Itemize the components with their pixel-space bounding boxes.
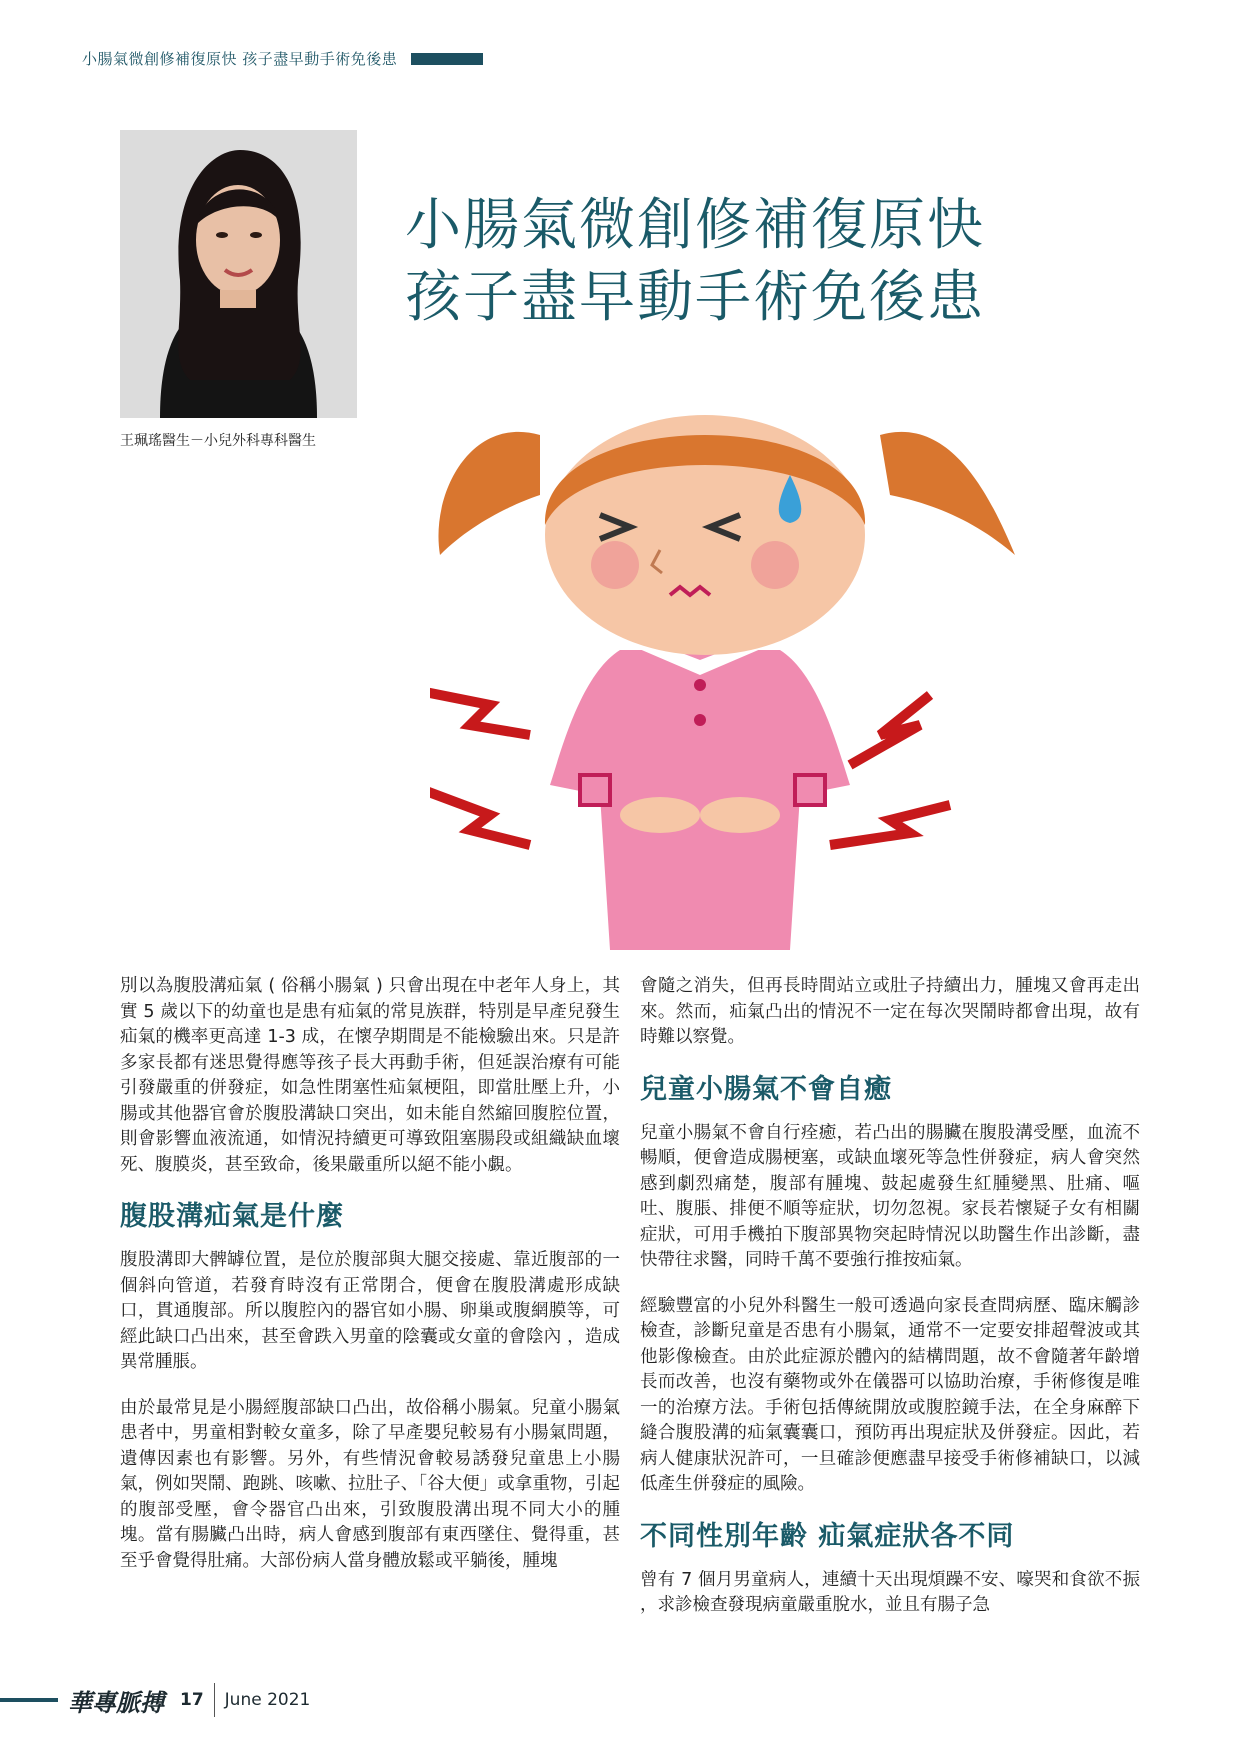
page-footer	[0, 1680, 400, 1720]
complications-paragraph: 兒童小腸氣不會自行痊癒，若凸出的腸臟在腹股溝受壓，血流不暢順，便會造成腸梗塞，或缺血壞死等急性併發症，病人會突然感到劇烈痛楚，腹部有腫塊、鼓起處發生紅腫變黑、肚痛、嘔吐、腹脹、排便不順等症狀，切勿忽視。家長若懷疑子女有相關症狀，可用手機拍下腹部異物突起時情況以助醫生作出診斷，盡快帶往求醫，同時千萬不要強行推按疝氣。	[640, 1122, 1140, 1270]
article-title	[405, 190, 985, 334]
pain-bolt-icon	[850, 695, 930, 765]
photo-caption: 王珮瑤醫生－小兒外科專科醫生	[120, 433, 316, 449]
right-pigtail-icon	[880, 432, 1015, 555]
title-line-2: 孩子盡早動手術免後患	[405, 265, 985, 330]
footer-divider	[214, 1683, 215, 1717]
magazine-logo: 華專脈搏	[68, 1687, 164, 1717]
right-column	[640, 974, 1140, 1639]
running-head	[82, 48, 483, 69]
section-heading-what-is-hernia: 腹股溝疝氣是什麼	[120, 1201, 344, 1232]
footer-line	[0, 1698, 58, 1702]
title-line-1: 小腸氣微創修補復原快	[405, 193, 985, 258]
cause-paragraph: 由於最常見是小腸經腹部缺口凸出，故俗稱小腸氣。兒童小腸氣患者中，男童相對較女童多，除了早產嬰兒較易有小腸氣問題，遺傳因素也有影響。另外，有些情況會較易誘發兒童患上小腸氣，例如哭鬧、跑跳、咳嗽、拉肚子、「谷大便」或拿重物，引起的腹部受壓，會令器官凸出來，引致腹股溝出現不同大小的腫塊。當有腸臟凸出時，病人會感到腹部有東西墜住、覺得重，甚至乎會覺得肚痛。大部份病人當身體放鬆或平躺後，腫塊	[120, 1397, 620, 1571]
case-paragraph: 曾有 7 個月男童病人，連續十天出現煩躁不安、嚎哭和食欲不振 ，求診檢查發現病童嚴重脫水，並且有腸子急	[640, 1569, 1140, 1615]
doctor-photo	[120, 130, 357, 418]
running-head-bar	[411, 53, 483, 65]
intro-paragraph: 別以為腹股溝疝氣 ( 俗稱小腸氣 ) 只會出現在中老年人身上，其實 5 歲以下的幼童也是患有疝氣的常見族群，特別是早產兒發生疝氣的機率更高達 1-3 成，在懷孕期間是不能檢驗出來。只是許多家長都有迷思覺得應等孩子長大再動手術，但延誤治療有可能引發嚴重的併發症，如急性閉塞性疝氣梗阻，即當肚壓上升，小腸或其他器官會於腹股溝缺口突出，如未能自然縮回腹腔位置，則會影響血液流通，如情況持續更可導致阻塞腸段或組織缺血壞死、腹膜炎，甚至致命，後果嚴重所以絕不能小覷。	[120, 976, 620, 1175]
girl-stomachache-illustration	[430, 375, 1050, 950]
left-column	[120, 974, 620, 1594]
definition-paragraph: 腹股溝即大髀罅位置，是位於腹部與大腿交接處、靠近腹部的一個斜向管道，若發育時沒有正常閉合，便會在腹股溝處形成缺口，貫通腹部。所以腹腔內的器官如小腸、卵巢或腹網膜等，可經此缺口凸出來，甚至會跌入男童的陰囊或女童的會陰內 ，造成異常腫脹。	[120, 1250, 620, 1372]
pain-bolt-icon	[430, 785, 530, 845]
doctor-portrait-icon	[120, 130, 357, 418]
treatment-paragraph: 經驗豐富的小兒外科醫生一般可透過向家長查問病歷、臨床觸診檢查，診斷兒童是否患有小腸氣，通常不一定要安排超聲波或其他影像檢查。由於此症源於體內的結構問題，故不會隨著年齡增長而改善，也沒有藥物或外在儀器可以協助治療，手術修復是唯一的治療方法。手術包括傳統開放或腹腔鏡手法，在全身麻醉下縫合腹股溝的疝氣囊囊口，預防再出現症狀及併發症。因此，若病人健康狀況許可，一旦確診便應盡早接受手術修補缺口，以減低產生併發症的風險。	[640, 1295, 1140, 1494]
left-pigtail-icon	[438, 432, 540, 555]
pain-bolt-icon	[830, 805, 950, 845]
section-heading-symptoms-differ: 不同性別年齡 疝氣症狀各不同	[640, 1520, 1015, 1552]
running-head-text: 小腸氣微創修補復原快 孩子盡早動手術免後患	[82, 50, 398, 68]
issue-date: June 2021	[224, 1690, 311, 1710]
page-number: 17	[180, 1690, 204, 1710]
pain-bolt-icon	[430, 685, 530, 735]
continuation-paragraph: 會隨之消失，但再長時間站立或肚子持續出力，腫塊又會再走出來。然而，疝氣凸出的情況不一定在每次哭鬧時都會出現，故有時難以察覺。	[640, 976, 1140, 1047]
section-heading-no-self-heal: 兒童小腸氣不會自癒	[640, 1073, 892, 1105]
